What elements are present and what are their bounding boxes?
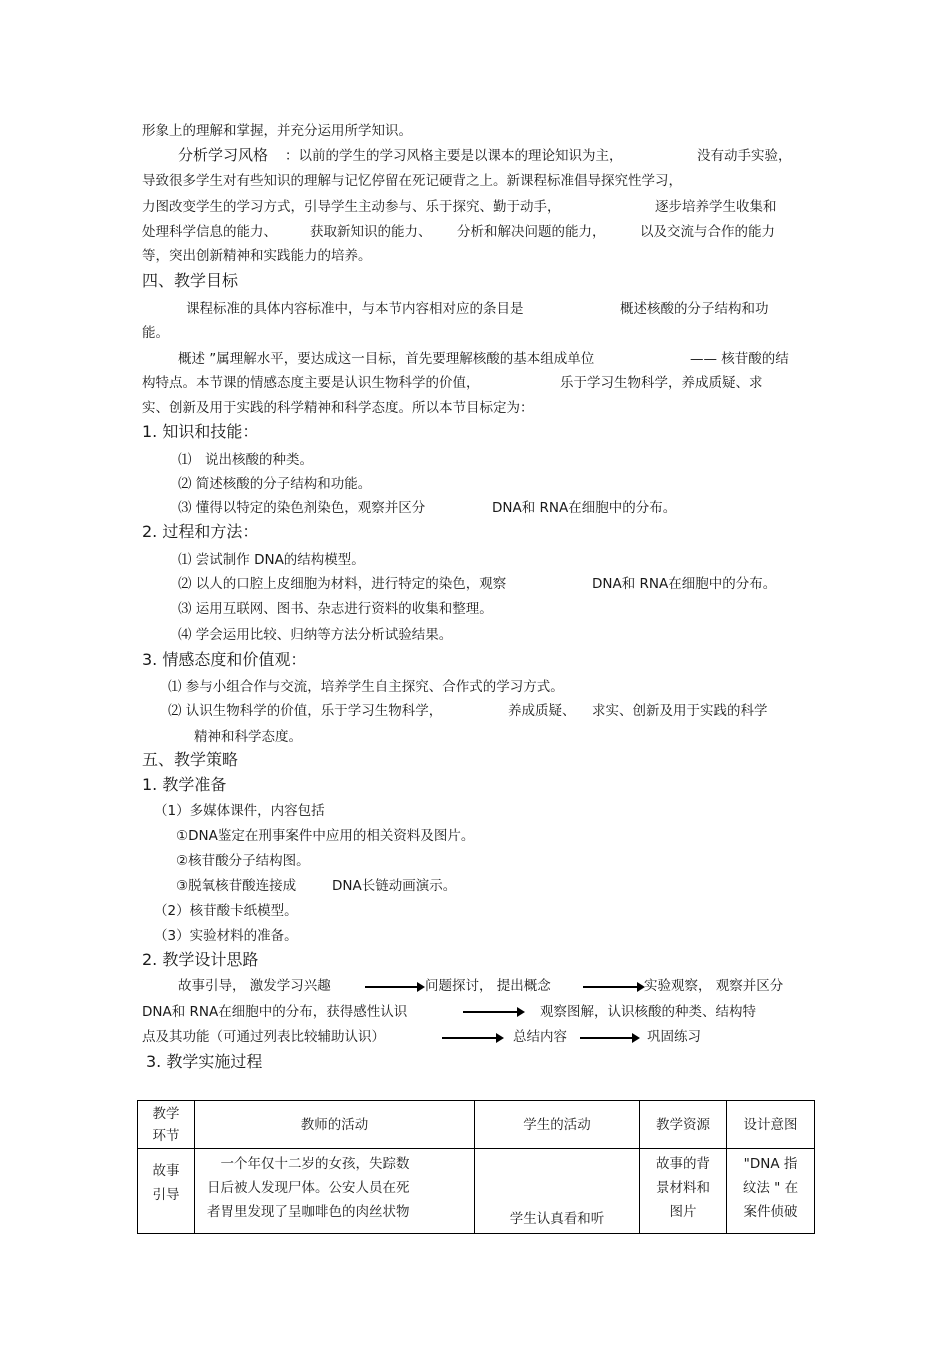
list-item: ⑴ 说出核酸的种类。 [178,452,313,468]
list-item: DNA和 RNA在细胞中的分布。 [592,576,777,592]
flow-arrow [583,986,643,988]
cell-student: 学生认真看和听 [475,1149,640,1234]
flow-arrow [442,1037,502,1039]
text-line: ：以前的学生的学习风格主要是以课本的理论知识为主， [285,148,623,164]
flow-step: 点及其功能（可通过列表比较辅助认识） [142,1029,385,1045]
list-item: ⑵ 简述核酸的分子结构和功能。 [178,476,372,492]
text-line: 等，突出创新精神和实践能力的培养。 [142,248,372,264]
flow-step: 问题探讨， 提出概念 [425,978,551,994]
cell-resource: 故事的背 景材料和 图片 [640,1149,727,1234]
text-line: 分析和解决问题的能力， [457,224,606,240]
list-item: 求实、创新及用于实践的科学 [592,703,768,719]
list-item: （3）实验材料的准备。 [154,928,298,944]
flow-step: 巩固练习 [647,1029,701,1045]
list-item: （1）多媒体课件，内容包括 [154,803,325,819]
list-item: ⑴ 参与小组合作与交流，培养学生自主探究、合作式的学习方式。 [168,679,564,695]
flow-arrow [463,1011,523,1013]
text-line: 课程标准的具体内容标准中，与本节内容相对应的条目是 [186,301,524,317]
list-item: DNA长链动画演示。 [332,878,457,894]
text-line: 以及交流与合作的能力 [640,224,775,240]
section-heading-strategy: 五、教学策略 [142,750,239,769]
header-teacher: 教师的活动 [195,1101,475,1149]
text-line: 力图改变学生的学习方式，引导学生主动参与、乐于探究、勤于动手， [142,199,561,215]
subheading-values: 3. 情感态度和价值观： [142,650,307,669]
flow-arrow [365,986,423,988]
text-line: 概述 ”属理解水平，要达成这一目标，首先要理解核酸的基本组成单位 [178,351,595,367]
list-item: ⑵ 认识生物科学的价值，乐于学习生物科学， [168,703,443,719]
list-item: ③脱氧核苷酸连接成 [176,878,297,894]
list-item: 精神和科学态度。 [194,729,302,745]
cell-intent: "DNA 指 纹法 " 在 案件侦破 [727,1149,815,1234]
section-heading-goals: 四、教学目标 [142,271,239,290]
flow-step: 观察图解，认识核酸的种类、结构特 [540,1004,756,1020]
text-line: 逐步培养学生收集和 [655,199,777,215]
header-intent: 设计意图 [727,1101,815,1149]
learning-style-heading: 分析学习风格 [178,146,269,164]
header-stage: 教学 环节 [138,1101,195,1149]
lesson-table [137,1100,815,1234]
flow-step: DNA和 RNA在细胞中的分布，获得感性认识 [142,1004,408,1020]
header-student: 学生的活动 [475,1101,640,1149]
text-line: 乐于学习生物科学，养成质疑、求 [560,375,763,391]
list-item: 养成质疑、 [508,703,576,719]
subheading-implementation: 3. 教学实施过程 [146,1052,263,1071]
list-item: ①DNA鉴定在刑事案件中应用的相关资料及图片。 [176,828,475,844]
cell-teacher: 一个年仅十二岁的女孩，失踪数 日后被人发现尸体。公安人员在死 者胃里发现了呈咖啡色的肉丝状物 [195,1149,475,1234]
list-item: （2）核苷酸卡纸模型。 [154,903,298,919]
subheading-knowledge: 1. 知识和技能： [142,422,259,441]
text-line: —— 核苷酸的结 [690,351,789,367]
list-item: ⑴ 尝试制作 DNA的结构模型。 [178,552,365,568]
subheading-process: 2. 过程和方法： [142,522,259,541]
subheading-prep: 1. 教学准备 [142,775,227,794]
text-line: 能。 [142,325,169,341]
list-item: ⑶ 懂得以特定的染色剂染色，观察并区分 [178,500,426,516]
table-row [138,1149,815,1234]
text-line: 处理科学信息的能力、 [142,224,277,240]
text-line: 没有动手实验， [697,148,792,164]
subheading-design: 2. 教学设计思路 [142,950,259,969]
text-line: 形象上的理解和掌握，并充分运用所学知识。 [142,123,412,139]
flow-step: 实验观察， 观察并区分 [644,978,784,994]
flow-arrow [580,1037,638,1039]
text-line: 实、创新及用于实践的科学精神和科学态度。所以本节目标定为： [142,400,534,416]
flow-step: 总结内容 [513,1029,567,1045]
text-line: 获取新知识的能力、 [310,224,432,240]
list-item: ⑵ 以人的口腔上皮细胞为材料，进行特定的染色，观察 [178,576,507,592]
text-line: 构特点。本节课的情感态度主要是认识生物科学的价值， [142,375,480,391]
cell-stage: 故事 引导 [138,1149,195,1234]
text-line: 导致很多学生对有些知识的理解与记忆停留在死记硬背之上。新课程标准倡导探究性学习， [142,173,682,189]
list-item: DNA和 RNA在细胞中的分布。 [492,500,677,516]
list-item: ⑷ 学会运用比较、归纳等方法分析试验结果。 [178,627,453,643]
text-line: 概述核酸的分子结构和功 [620,301,769,317]
table-header-row [138,1101,815,1149]
list-item: ②核苷酸分子结构图。 [176,853,310,869]
header-resource: 教学资源 [640,1101,727,1149]
flow-step: 故事引导， 激发学习兴趣 [178,978,331,994]
list-item: ⑶ 运用互联网、图书、杂志进行资料的收集和整理。 [178,601,493,617]
